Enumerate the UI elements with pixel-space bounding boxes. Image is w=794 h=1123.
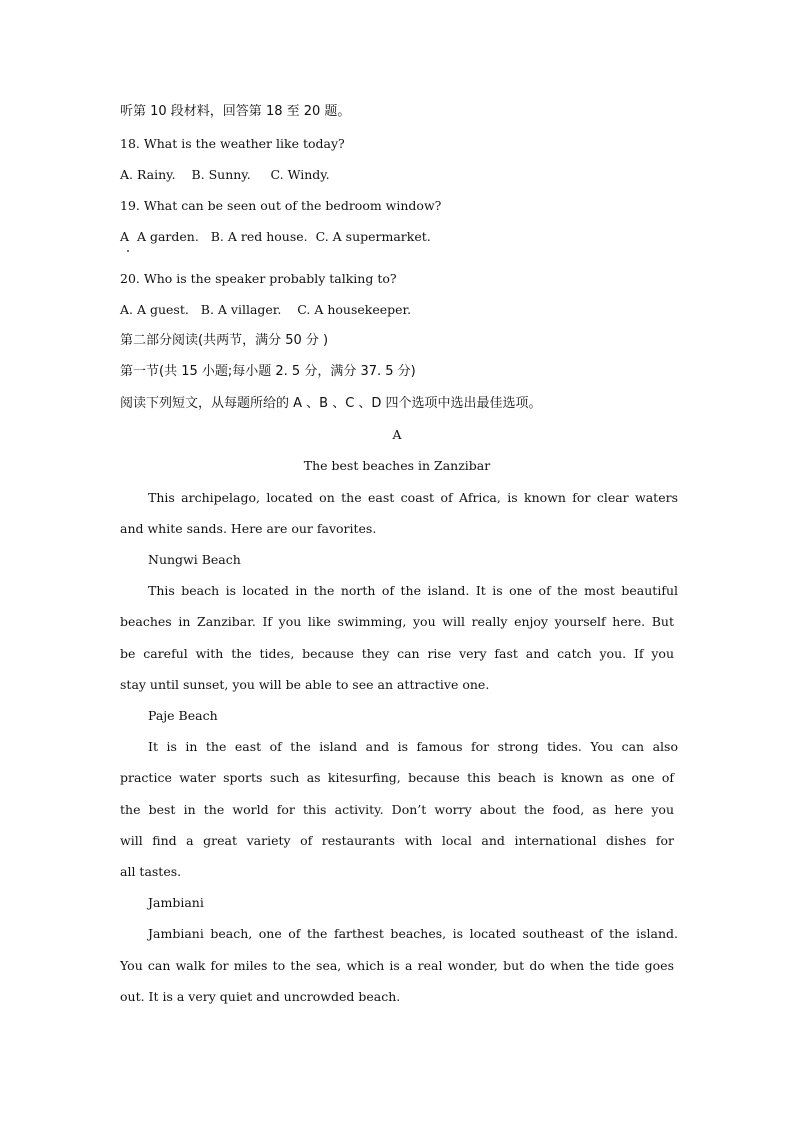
nungwi-line-1: This beach is located in the north of the island. It is one of the most beautiful	[148, 583, 678, 598]
part-two-title: 第二部分阅读(共两节，满分 50 分 )	[120, 333, 329, 348]
intro-line-1: This archipelago, located on the east coast of Africa, is known for clear waters	[148, 490, 678, 505]
jambiani-line-1: Jambiani beach, one of the farthest beaches, is located southeast of the island.	[148, 926, 678, 941]
nungwi-line-2: beaches in Zanzibar. If you like swimming, you will really enjoy yourself here. But	[120, 614, 674, 629]
nungwi-line-3: be careful with the tides, because they can rise very fast and catch you. If you	[120, 646, 674, 661]
jambiani-line-3: out. It is a very quiet and uncrowded beach.	[120, 989, 401, 1004]
stray-mark	[127, 250, 129, 252]
nungwi-line-4: stay until sunset, you will be able to see an attractive one.	[120, 677, 490, 692]
passage-title: The best beaches in Zanzibar	[303, 458, 491, 473]
question-20-options: A. A guest. B. A villager. C. A housekeeper.	[120, 302, 412, 317]
section-one-title: 第一节(共 15 小题;每小题 2. 5 分，满分 37. 5 分)	[120, 364, 416, 379]
paje-line-2: practice water sports such as kitesurfing, because this beach is known as one of	[120, 770, 674, 785]
paje-line-5: all tastes.	[120, 864, 182, 879]
jambiani-line-2: You can walk for miles to the sea, which is a real wonder, but do when the tide goes	[120, 958, 674, 973]
beach-heading-jambiani: Jambiani	[148, 895, 204, 910]
paje-line-1: It is in the east of the island and is famous for strong tides. You can also	[148, 739, 678, 754]
question-18-options: A. Rainy. B. Sunny. C. Windy.	[120, 167, 330, 182]
question-18: 18. What is the weather like today?	[120, 136, 345, 151]
question-19: 19. What can be seen out of the bedroom window?	[120, 198, 442, 213]
question-20: 20. Who is the speaker probably talking to?	[120, 271, 397, 286]
question-19-options: A A garden. B. A red house. C. A supermarket.	[120, 229, 431, 244]
paje-line-3: the best in the world for this activity. Don’t worry about the food, as here you	[120, 802, 674, 817]
beach-heading-nungwi: Nungwi Beach	[148, 552, 241, 567]
listening-intro: 听第 10 段材料，回答第 18 至 20 题。	[120, 104, 351, 119]
paje-line-4: will find a great variety of restaurants with local and international dishes for	[120, 833, 674, 848]
beach-heading-paje: Paje Beach	[148, 708, 218, 723]
intro-line-2: and white sands. Here are our favorites.	[120, 521, 377, 536]
passage-letter: A	[392, 427, 402, 442]
reading-instruction: 阅读下列短文，从每题所给的 A 、B 、C 、D 四个选项中选出最佳选项。	[120, 396, 542, 411]
